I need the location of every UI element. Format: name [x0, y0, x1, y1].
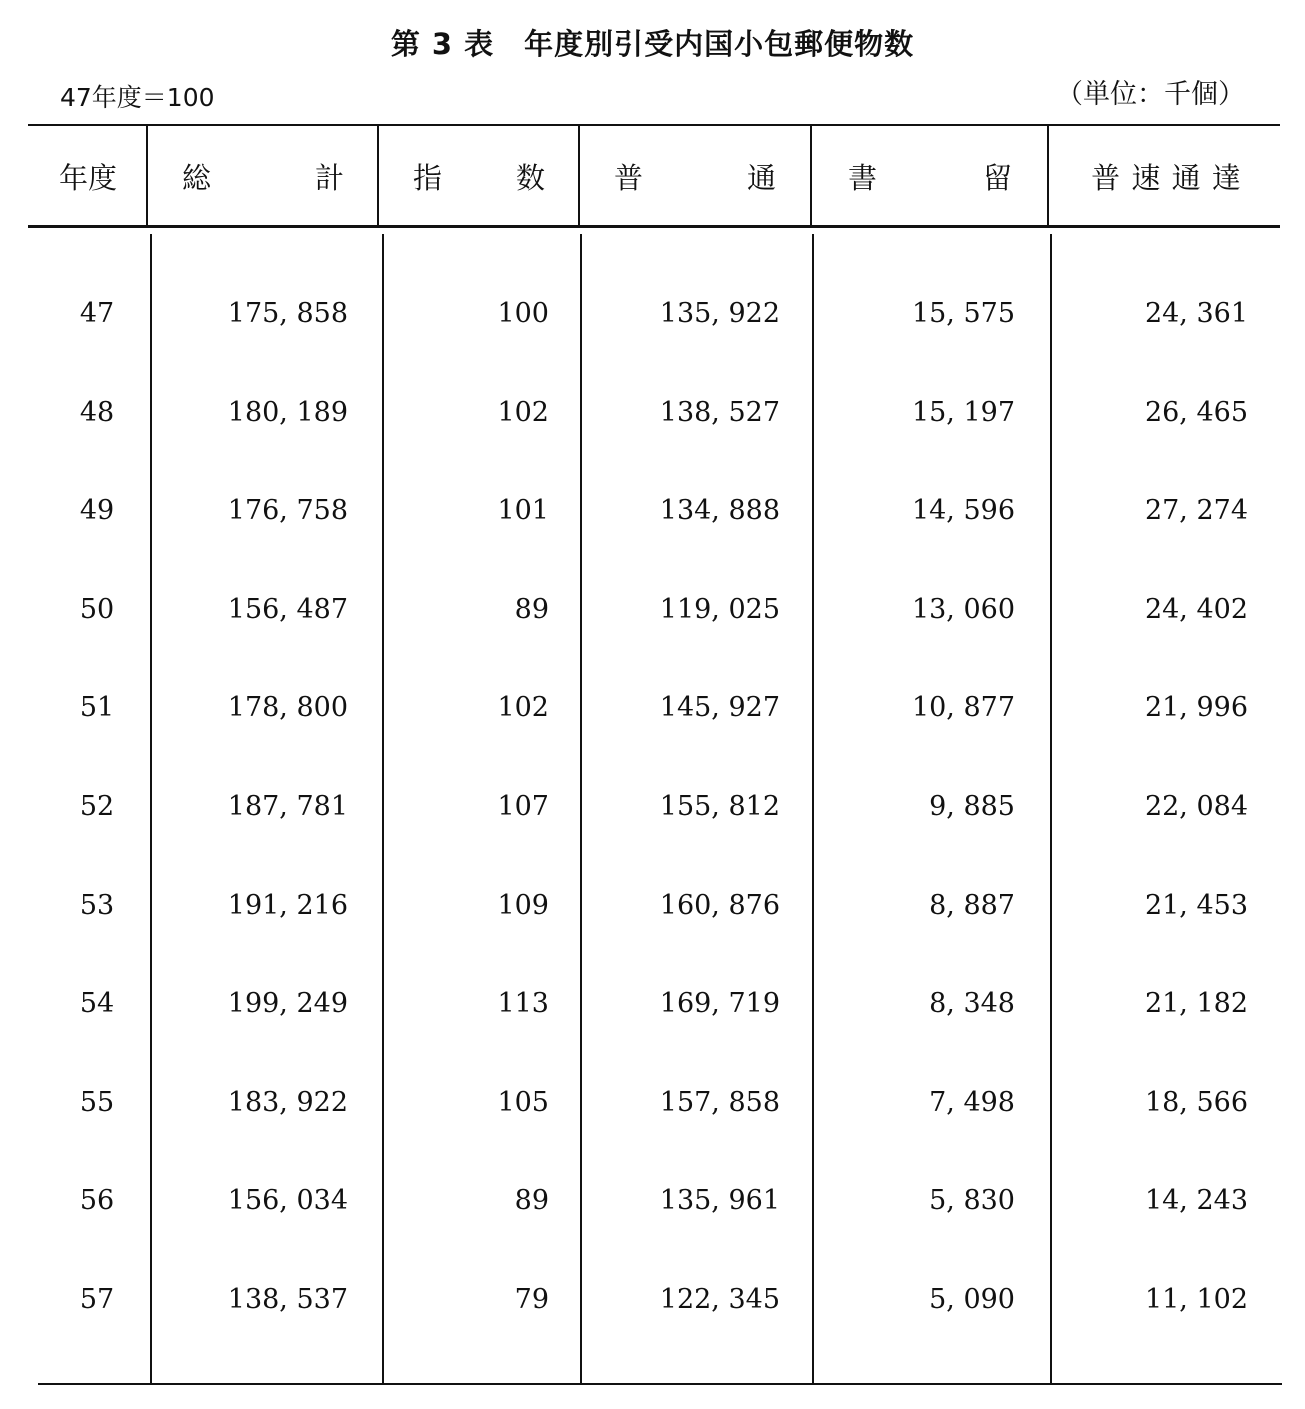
table-cell-registered: 5, 830 — [929, 1184, 1015, 1216]
table-cell-total: 180, 189 — [227, 396, 348, 428]
table-cell-total: 183, 922 — [227, 1086, 348, 1118]
table-cell-index: 105 — [497, 1086, 549, 1118]
table-cell-registered: 8, 887 — [929, 889, 1015, 921]
header-year-char: 度 — [88, 160, 118, 195]
header-index — [413, 156, 545, 196]
table-cell-total: 178, 800 — [227, 691, 348, 723]
table-cell-year: 50 — [79, 593, 115, 625]
page-title: 第 3 表 年度別引受内国小包郵便物数 — [390, 27, 915, 61]
table-cell-total: 156, 487 — [227, 593, 348, 625]
table-header-rule — [28, 225, 1280, 228]
header-total-char: 計 — [314, 160, 344, 195]
column-divider — [810, 126, 812, 225]
header-registered-char: 留 — [982, 160, 1012, 195]
table-cell-index: 109 — [497, 889, 549, 921]
table-cell-total: 175, 858 — [227, 297, 348, 329]
table-cell-registered: 14, 596 — [911, 494, 1015, 526]
table-cell-express: 22, 084 — [1144, 790, 1248, 822]
table-cell-year: 52 — [79, 790, 115, 822]
table-cell-registered: 13, 060 — [911, 593, 1015, 625]
table-cell-express: 11, 102 — [1144, 1283, 1248, 1315]
header-registered — [848, 156, 1012, 196]
table-cell-index: 113 — [497, 987, 549, 1019]
table-cell-index: 101 — [497, 494, 549, 526]
table-cell-registered: 15, 575 — [911, 297, 1015, 329]
table-cell-express: 24, 402 — [1144, 593, 1248, 625]
table-cell-express: 24, 361 — [1144, 297, 1248, 329]
table-cell-year: 47 — [79, 297, 115, 329]
table-cell-total: 156, 034 — [227, 1184, 348, 1216]
table-cell-express: 26, 465 — [1144, 396, 1248, 428]
header-total-char: 総 — [182, 160, 212, 195]
table-cell-total: 199, 249 — [227, 987, 348, 1019]
table-cell-year: 53 — [79, 889, 115, 921]
table-cell-ordinary: 119, 025 — [659, 593, 780, 625]
table-cell-index: 102 — [497, 396, 549, 428]
table-cell-ordinary: 134, 888 — [659, 494, 780, 526]
table-cell-index: 102 — [497, 691, 549, 723]
unit-note: （単位：千個） — [1056, 79, 1245, 110]
table-cell-registered: 10, 877 — [911, 691, 1015, 723]
column-divider — [146, 126, 148, 225]
table-cell-year: 48 — [79, 396, 115, 428]
table-cell-year: 49 — [79, 494, 115, 526]
table-cell-ordinary: 155, 812 — [659, 790, 780, 822]
table-cell-express: 21, 182 — [1144, 987, 1248, 1019]
header-year-char: 年 — [58, 160, 88, 195]
table-cell-express: 21, 996 — [1144, 691, 1248, 723]
base-year-note: 47年度＝100 — [60, 83, 215, 112]
column-divider — [578, 126, 580, 225]
table-cell-ordinary: 145, 927 — [659, 691, 780, 723]
table-cell-ordinary: 135, 922 — [659, 297, 780, 329]
table-cell-year: 55 — [79, 1086, 115, 1118]
table-cell-registered: 7, 498 — [929, 1086, 1015, 1118]
column-divider — [1047, 126, 1049, 225]
header-index-char: 指 — [413, 160, 443, 195]
header-express: 普 速 通 達 — [1091, 160, 1241, 195]
table-cell-ordinary: 135, 961 — [659, 1184, 780, 1216]
header-ordinary — [614, 156, 776, 196]
table-cell-index: 100 — [497, 297, 549, 329]
table-bottom-rule — [38, 1383, 1282, 1385]
table-cell-ordinary: 122, 345 — [659, 1283, 780, 1315]
table-cell-ordinary: 157, 858 — [659, 1086, 780, 1118]
table-cell-express: 27, 274 — [1144, 494, 1248, 526]
header-ordinary-char: 普 — [614, 160, 644, 195]
table-cell-ordinary: 160, 876 — [659, 889, 780, 921]
table-cell-year: 51 — [79, 691, 115, 723]
table-cell-total: 176, 758 — [227, 494, 348, 526]
header-ordinary-char: 通 — [746, 160, 776, 195]
table-cell-express: 21, 453 — [1144, 889, 1248, 921]
table-cell-registered: 5, 090 — [929, 1283, 1015, 1315]
header-year — [30, 156, 146, 196]
table-cell-registered: 15, 197 — [911, 396, 1015, 428]
table-cell-index: 107 — [497, 790, 549, 822]
table-cell-total: 187, 781 — [227, 790, 348, 822]
table-cell-index: 89 — [514, 1184, 549, 1216]
table-cell-registered: 9, 885 — [929, 790, 1015, 822]
table-cell-ordinary: 138, 527 — [659, 396, 780, 428]
table-cell-registered: 8, 348 — [929, 987, 1015, 1019]
table-cell-express: 18, 566 — [1144, 1086, 1248, 1118]
column-divider — [377, 126, 379, 225]
header-registered-char: 書 — [848, 160, 878, 195]
table-cell-year: 57 — [79, 1283, 115, 1315]
table-cell-total: 138, 537 — [227, 1283, 348, 1315]
table-top-rule — [28, 124, 1280, 126]
table-cell-total: 191, 216 — [227, 889, 348, 921]
table-cell-ordinary: 169, 719 — [659, 987, 780, 1019]
table-cell-year: 56 — [79, 1184, 115, 1216]
header-index-char: 数 — [515, 160, 545, 195]
table-cell-year: 54 — [79, 987, 115, 1019]
table-cell-index: 89 — [514, 593, 549, 625]
table-cell-express: 14, 243 — [1144, 1184, 1248, 1216]
table-cell-index: 79 — [514, 1283, 549, 1315]
header-total — [182, 156, 344, 196]
